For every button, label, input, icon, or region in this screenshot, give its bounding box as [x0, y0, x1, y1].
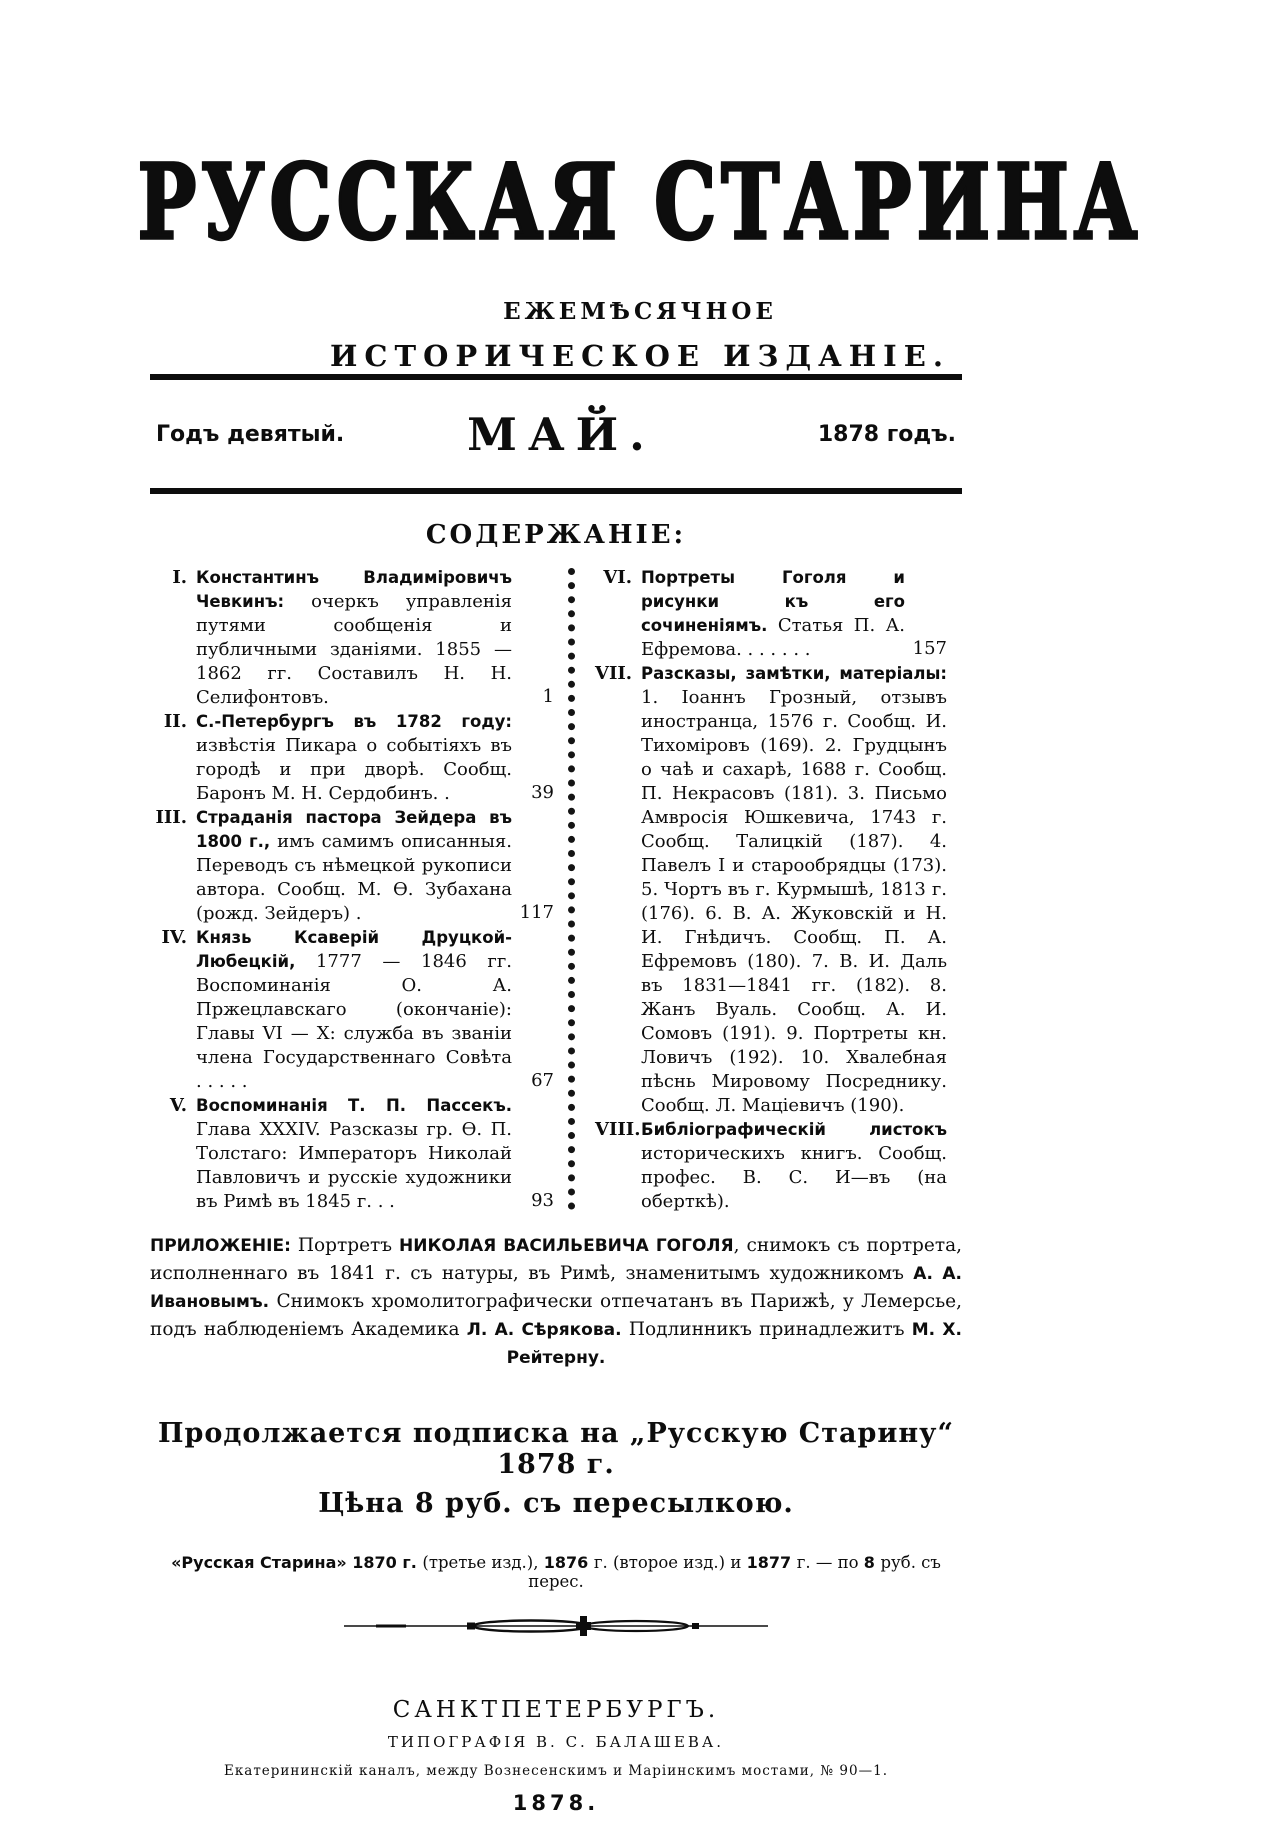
- toc-item: [595, 662, 947, 1118]
- appendix-owner-name: М. Х. Рейтерну.: [506, 1320, 962, 1368]
- back-issues-note: [150, 1553, 962, 1591]
- toc-item-numeral: VII.: [595, 663, 633, 684]
- toc-item-title: Библіографическій листокъ: [641, 1120, 947, 1139]
- table-of-contents: [150, 566, 962, 1214]
- toc-item-page: 39: [531, 782, 554, 803]
- note-bold: 8: [863, 1553, 881, 1572]
- toc-item-title: Портреты Гоголя и рисунки къ его сочиненіямъ.: [641, 568, 905, 635]
- toc-item-title: Воспоминанія Т. П. Пассекъ.: [196, 1096, 512, 1115]
- toc-item: [150, 926, 554, 1094]
- toc-item: [150, 710, 554, 806]
- month-label: МАЙ.: [467, 407, 656, 461]
- issue-band: [150, 380, 962, 488]
- imprint-year: 1878.: [512, 1791, 600, 1815]
- toc-item-text: [641, 1118, 947, 1214]
- volume-year-label: Годъ девятый.: [156, 421, 345, 447]
- double-rule-bottom: [150, 488, 962, 494]
- toc-item-page: 117: [519, 902, 554, 923]
- toc-item: [595, 566, 947, 662]
- note-text: г. (второе изд.) и: [593, 1553, 747, 1572]
- column-chain-divider: [568, 568, 575, 1210]
- subscription-line-1: Продолжается подписка на „Русскую Старину“ 1878 г.: [158, 1418, 954, 1480]
- appendix-label: ПРИЛОЖЕНІЕ:: [150, 1236, 291, 1256]
- toc-right-column: [595, 566, 947, 1214]
- subtitle-monthly: ЕЖЕМѢСЯЧНОЕ: [503, 298, 777, 325]
- toc-item-title: Константинъ Владиміровичъ Чевкинъ:: [196, 568, 512, 611]
- toc-item-numeral: VIII.: [595, 1119, 641, 1140]
- subtitle-edition: ИСТОРИЧЕСКОЕ ИЗДАНІЕ.: [330, 339, 950, 373]
- toc-item-detail: очеркъ управленія путями сообщенія и публичными зданіями. 1855 — 1862 гг. Составилъ Н. Н. Селифонтовъ.: [196, 591, 512, 708]
- toc-item-detail: историческихъ книгъ. Сообщ. профес. В. С. И—въ (на оберткѣ).: [641, 1143, 947, 1212]
- imprint-city: САНКТПЕТЕРБУРГЪ.: [392, 1697, 720, 1723]
- toc-item-page: 1: [542, 686, 554, 707]
- note-bold: «Русская Старина» 1870 г.: [171, 1553, 423, 1572]
- imprint-printer: ТИПОГРАФІЯ В. С. БАЛАШЕВА.: [387, 1733, 725, 1751]
- toc-item-numeral: III.: [155, 807, 187, 828]
- toc-item-detail: Статья П. А. Ефремова. . . . . . .: [641, 615, 905, 660]
- imprint-address: Екатерининскій каналъ, между Вознесенскимъ и Маріинскимъ мостами, № 90—1.: [223, 1763, 888, 1779]
- toc-item-title: Разсказы, замѣтки, матеріалы:: [641, 664, 947, 683]
- note-text: руб. съ перес.: [528, 1553, 941, 1591]
- masthead: [0, 0, 1280, 373]
- appendix-text: Подлинникъ принадлежитъ: [621, 1319, 912, 1340]
- appendix-engraver-name: Л. А. Сѣрякова.: [466, 1320, 622, 1340]
- appendix-text: Портретъ: [290, 1235, 400, 1256]
- toc-item: [150, 1094, 554, 1214]
- year-label: 1878 годъ.: [817, 421, 956, 447]
- appendix-paragraph: [150, 1232, 962, 1372]
- toc-item-numeral: VI.: [603, 567, 632, 588]
- toc-item-text: [196, 806, 554, 926]
- toc-item: [150, 806, 554, 926]
- toc-item-text: [196, 710, 554, 806]
- toc-item-title: Князь Ксаверій Друцкой-Любецкій,: [196, 928, 512, 971]
- appendix-artist-name: А. А. Ивановымъ.: [150, 1264, 962, 1312]
- note-bold: 1876: [543, 1553, 594, 1572]
- toc-item-text: [196, 926, 554, 1094]
- journal-title: РУССКАЯ СТАРИНА: [137, 142, 1143, 263]
- toc-item-numeral: IV.: [161, 927, 187, 948]
- contents-heading: СОДЕРЖАНІЕ:: [425, 520, 687, 550]
- toc-item-numeral: I.: [172, 567, 187, 588]
- toc-left-column: [150, 566, 554, 1214]
- toc-item-detail: Глава XXXIV. Разсказы гр. Ѳ. П. Толстаго: Императоръ Николай Павловичъ и русскіе художники въ Римѣ въ 1845 г. . .: [196, 1119, 512, 1212]
- toc-item-detail: извѣстія Пикара о событіяхъ въ городѣ и при дворѣ. Сообщ. Баронъ М. Н. Сердобинъ. .: [196, 735, 512, 804]
- toc-item: [150, 566, 554, 710]
- toc-item-text: [196, 1094, 554, 1214]
- note-bold: 1877: [746, 1553, 797, 1572]
- toc-item-page: 157: [912, 638, 947, 659]
- subscription-line-2: Цѣна 8 руб. съ пересылкою.: [318, 1488, 794, 1519]
- toc-item-page: 67: [531, 1070, 554, 1091]
- toc-item-page: 93: [531, 1190, 554, 1211]
- appendix-gogol-name: НИКОЛАЯ ВАСИЛЬЕВИЧА ГОГОЛЯ: [399, 1236, 734, 1256]
- toc-item-title: С.-Петербургъ въ 1782 году:: [196, 712, 512, 731]
- toc-item: [595, 1118, 947, 1214]
- content-column: [150, 374, 962, 1815]
- toc-item-text: [196, 566, 554, 710]
- appendix-text: Снимокъ хромолитографически отпечатанъ въ Парижѣ, у Лемерсье, подъ наблюденіемъ Академика: [150, 1291, 962, 1340]
- divider-ornament: [150, 1613, 962, 1643]
- toc-item-title: Страданія пастора Зейдера въ 1800 г.,: [196, 808, 512, 851]
- note-text: г. — по: [796, 1553, 864, 1572]
- toc-item-detail: 1. Іоаннъ Грозный, отзывъ иностранца, 1576 г. Сообщ. И. Тихоміровъ (169). 2. Грудцынъ о чаѣ и сахарѣ, 1688 г. Сообщ. П. Некрасовъ (181). 3. Письмо Амвросія Юшкевича, 1743 г. Сообщ. Талицкій (187). 4. Павелъ I и старообрядцы (173). 5. Чортъ въ г. Курмышѣ, 1813 г. (176). 6. В. А. Жуковскій и Н. И. Гнѣдичъ. Сообщ. П. А. Ефремовъ (180). 7. В. И. Даль въ 1831—1841 гг. (182). 8. Жанъ Вуаль. Сообщ. А. И. Сомовъ (191). 9. Портреты кн. Ловичъ (192). 10. Хвалебная пѣснь Мировому Посреднику. Сообщ. Л. Маціевичъ (190).: [641, 687, 947, 1116]
- toc-item-text: [641, 566, 947, 662]
- toc-item-detail: 1777 — 1846 гг. Воспоминанія О. А. Пржецлавскаго (окончаніе): Главы VI — X: служба въ званіи члена Государственнаго Совѣта . . . . .: [196, 951, 512, 1092]
- note-text: (третье изд.),: [422, 1553, 544, 1572]
- toc-item-numeral: II.: [163, 711, 187, 732]
- imprint-block: [150, 1697, 962, 1815]
- toc-item-numeral: V.: [169, 1095, 187, 1116]
- appendix-text: , снимокъ съ портрета, исполненнаго въ 1841 г. съ натуры, въ Римѣ, знаменитымъ художникомъ: [150, 1235, 962, 1284]
- toc-item-detail: имъ самимъ описанныя. Переводъ съ нѣмецкой рукописи автора. Сообщ. М. Ѳ. Зубахана (рожд. Зейдеръ) .: [196, 831, 512, 924]
- toc-item-text: [641, 662, 947, 1118]
